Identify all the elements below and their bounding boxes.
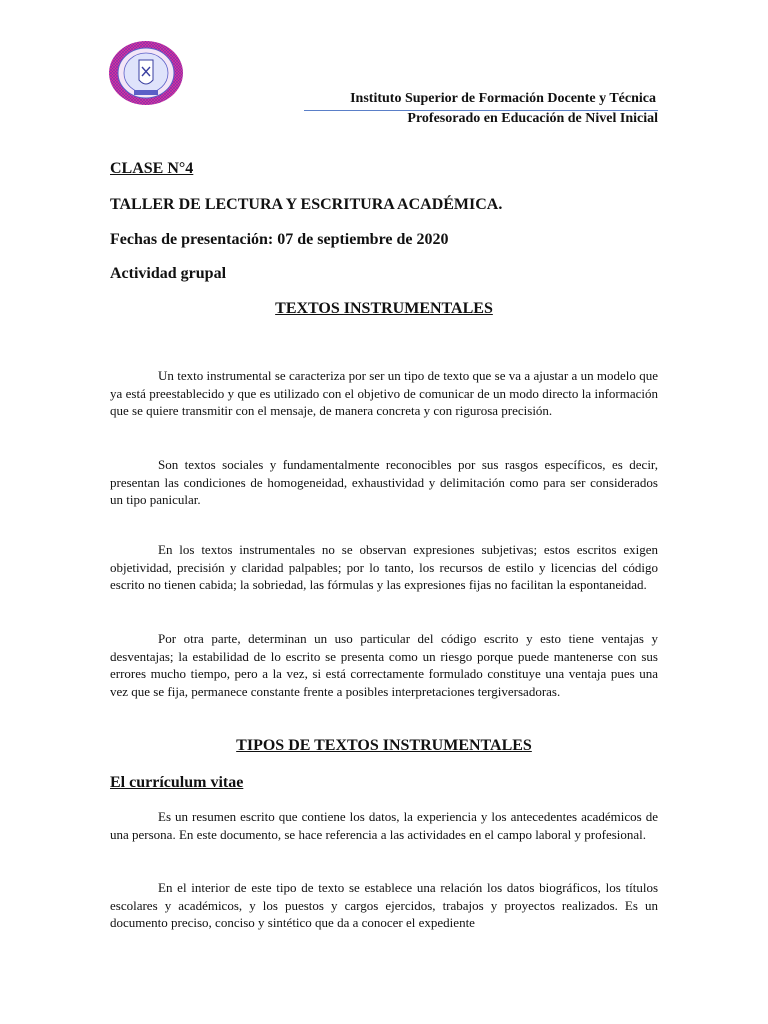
cv-paragraph-2: En el interior de este tipo de texto se establece una relación los datos biográficos, los títulos escolares y académicos, y los puestos y cargos ejercidos, trabajos y proyectos realizados. Es un documento preciso, conciso y sintético que da a conocer el expediente (110, 880, 658, 931)
activity-type: Actividad grupal (110, 265, 227, 282)
paragraph-2: Son textos sociales y fundamentalmente reconocibles por sus rasgos específicos, es decir, presentan las condiciones de homogeneidad, exhaustividad y delimitación como para ser considerados un tipo panicular. (110, 457, 658, 508)
class-number: CLASE N°4 (110, 160, 194, 177)
paragraph-3: En los textos instrumentales no se observan expresiones subjetivas; estos escritos exigen objetividad, precisión y claridad palpables; por lo tanto, los recursos de estilo y licencias del código escrito no tienen cabida; la sobriedad, las fórmulas y las expresiones fijas no facilitan la espontaneidad. (110, 542, 658, 593)
presentation-date: Fechas de presentación: 07 de septiembre de 2020 (110, 231, 449, 248)
section-heading: TEXTOS INSTRUMENTALES (275, 300, 493, 317)
program-name: Profesorado en Educación de Nivel Inicial (407, 111, 658, 126)
cv-heading: El currículum vitae (110, 774, 244, 791)
paragraph-1: Un texto instrumental se caracteriza por ser un tipo de texto que se va a ajustar a un modelo que ya está preestablecido y que es utilizado con el objetivo de comunicar de un modo directo la información que se quiere transmitir con el mensaje, de manera concreta y con rigurosa precisión. (110, 368, 658, 419)
workshop-title: TALLER DE LECTURA Y ESCRITURA ACADÉMICA. (110, 196, 503, 213)
cv-paragraph-1: Es un resumen escrito que contiene los datos, la experiencia y los antecedentes académicos de una persona. En este documento, se hace referencia a las actividades en el campo laboral y profesional. (110, 809, 658, 842)
paragraph-4: Por otra parte, determinan un uso particular del código escrito y esto tiene ventajas y desventajas; la estabilidad de lo escrito se presenta como un riesgo porque puede mantenerse con sus errores mucho tiempo, pero a la vez, si está correctamente formulado constituye una ventaja pues una vez que se fija, permanece constante frente a posibles interpretaciones tergiversadoras. (110, 631, 658, 699)
institute-logo (108, 40, 184, 106)
institute-name: Instituto Superior de Formación Docente y Técnica (350, 91, 656, 106)
types-heading: TIPOS DE TEXTOS INSTRUMENTALES (236, 737, 532, 754)
